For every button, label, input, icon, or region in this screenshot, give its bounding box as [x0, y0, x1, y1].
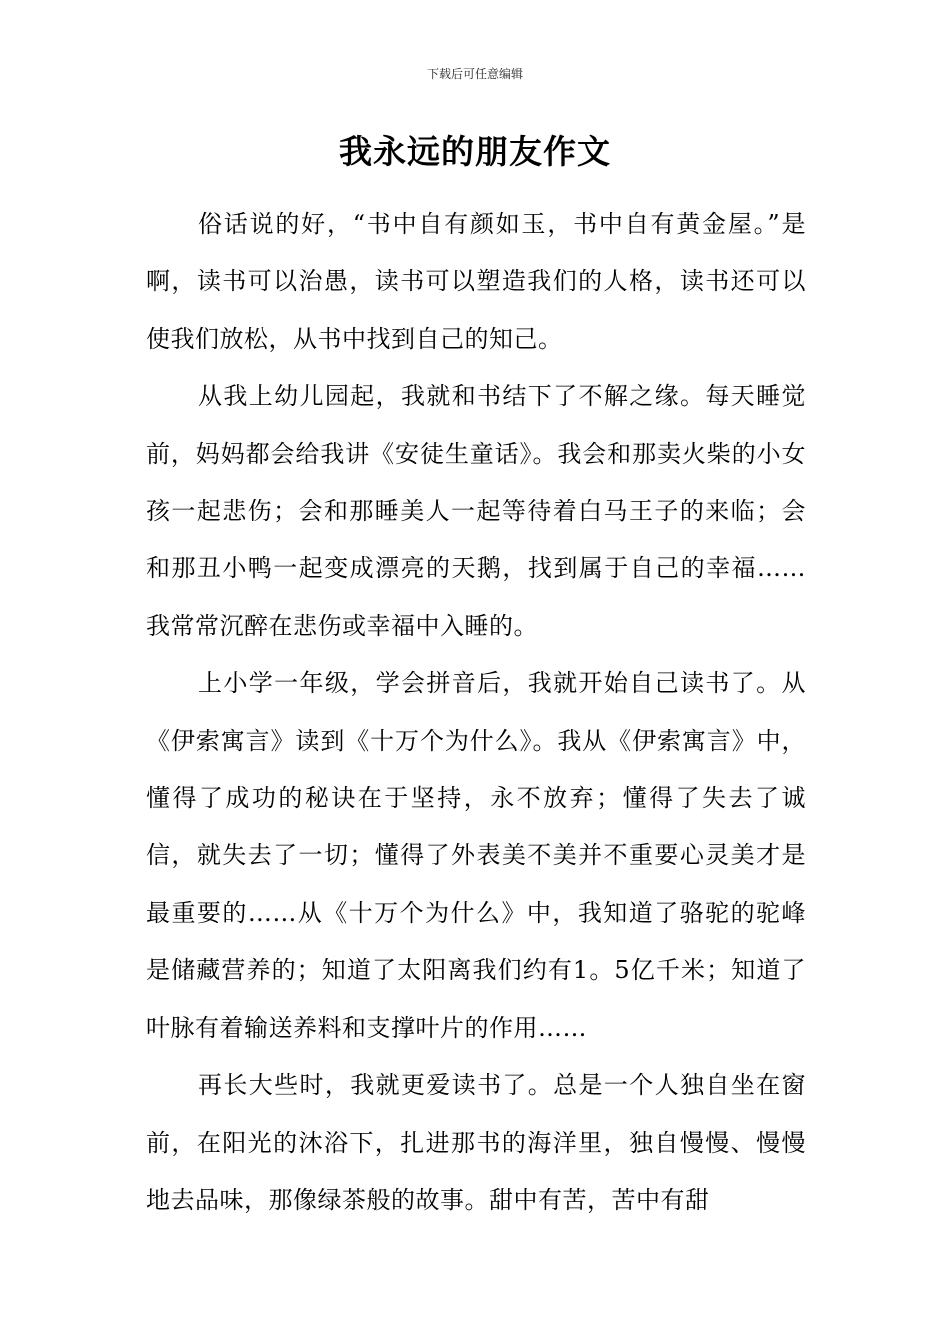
paragraph: 俗话说的好，“书中自有颜如玉，书中自有黄金屋。”是啊，读书可以治愚，读书可以塑造我们的人格，读书还可以使我们放松，从书中找到自己的知己。: [146, 210, 806, 353]
paragraph: 再长大些时，我就更爱读书了。总是一个人独自坐在窗前，在阳光的沐浴下，扎进那书的海洋里，独自慢慢、慢慢地去品味，那像绿茶般的故事。甜中有苦，苦中有甜: [146, 1071, 806, 1214]
paragraph: 从我上幼儿园起，我就和书结下了不解之缘。每天睡觉前，妈妈都会给我讲《安徒生童话》。我会和那卖火柴的小女孩一起悲伤；会和那睡美人一起等待着白马王子的来临；会和那丑小鸭一起变成漂亮的天鹅，找到属于自己的幸福……我常常沉醉在悲伤或幸福中入睡的。: [146, 382, 806, 640]
header-note: 下载后可任意编辑: [426, 67, 523, 81]
paragraph: 上小学一年级，学会拼音后，我就开始自己读书了。从《伊索寓言》读到《十万个为什么》。我从《伊索寓言》中，懂得了成功的秘诀在于坚持，永不放弃；懂得了失去了诚信，就失去了一切；懂得了外表美不美并不重要心灵美才是最重要的……从《十万个为什么》中，我知道了骆驼的驼峰是储藏营养的；知道了太阳离我们约有1。5亿千米；知道了叶脉有着输送养料和支撑叶片的作用……: [146, 669, 806, 1042]
page-title: 我永远的朋友作文: [339, 132, 611, 171]
document-body: [146, 196, 806, 1229]
